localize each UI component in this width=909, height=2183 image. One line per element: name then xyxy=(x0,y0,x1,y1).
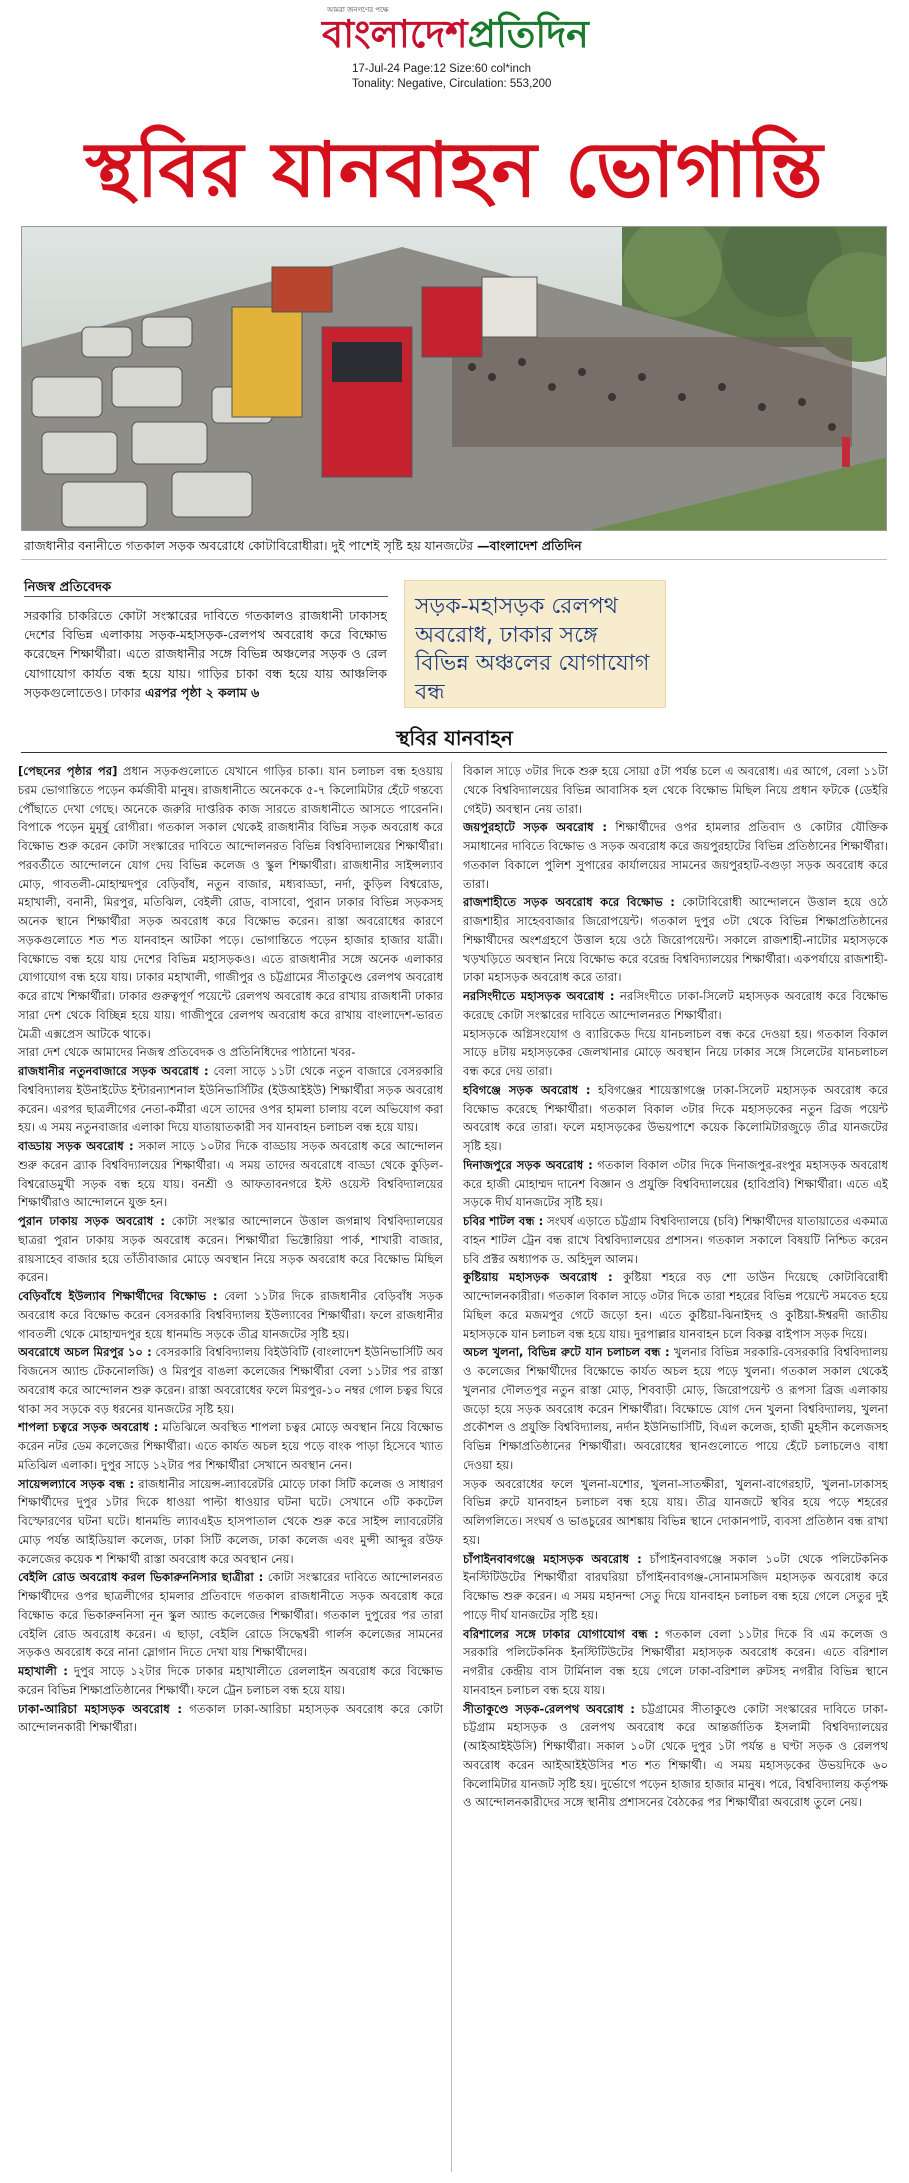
article-paragraph xyxy=(18,1212,443,1287)
paragraph-text: সংঘর্ষ এড়াতে চট্টগ্রাম বিশ্ববিদ্যালয়ে (চবি) শিক্ষার্থীদের যাতায়াতের একমাত্র বাহন শাটল ট্রেন বন্ধ রাখে বিশ্ববিদ্যালয়ের প্রশাসন। গতকাল সকালে বিষয়টি নিশ্চিত করেন চবি প্রক্টর অধ্যাপক ড. অহিদুল আলম। xyxy=(463,1214,888,1266)
paragraph-subheading: হবিগঞ্জে সড়ক অবরোধ : xyxy=(463,1082,591,1097)
article-paragraph xyxy=(18,1062,443,1137)
paragraph-text: চট্টগ্রামের সীতাকুণ্ডে কোটা সংস্কারের দাবিতে ঢাকা-চট্টগ্রাম মহাসড়ক ও রেলপথ অবরোধ করে আন্তর্জাতিক ইসলামী বিশ্ববিদ্যালয়ের (আইআইইউসি) শিক্ষার্থীরা। সকাল ১০টা থেকে দুপুর ১টা পর্যন্ত ৪ ঘণ্টা সড়ক ও রেলপথ অবরোধ করেন আইআইইউসির শত শত শিক্ষার্থী। এ সময় মহাসড়কের উভয়দিকে ৬০ কিলোমিটার যানজট সৃষ্টি হয়। দুর্ভোগে পড়েন হাজার হাজার মানুষ। পরে, বিশ্ববিদ্যালয় কর্তৃপক্ষ ও আন্দোলনকারীদের সঙ্গে স্থানীয় প্রশাসনের বৈঠকের পর শিক্ষার্থীরা অবরোধ তুলে নেয়। xyxy=(463,1701,888,1810)
clipping-metadata xyxy=(352,62,551,92)
article-paragraph xyxy=(18,1137,443,1212)
paragraph-text: চাঁপাইনবাবগঞ্জে সকাল ১০টা থেকে পলিটেকনিক ইনস্টিটিউটের শিক্ষার্থীরা বারঘরিয়া চাঁপাইনবাবগঞ্জ-সোনামসজিদ মহাসড়ক অবরোধ করে বিক্ষোভ শুরু করেন। এ সময় মহানন্দা সেতু দিয়ে যানবাহন চলাচল বন্ধ হয়ে গেলে সেতুর দুই পাড়ে দীর্ঘ যানজটের সৃষ্টি হয়। xyxy=(463,1551,888,1622)
paragraph-subheading: সীতাকুণ্ডে সড়ক-রেলপথ অবরোধ : xyxy=(463,1701,635,1716)
article-paragraph xyxy=(463,1700,888,1813)
photo-caption-text: রাজধানীর বনানীতে গতকাল সড়ক অবরোধে কোটাবিরোধীরা। দুই পাশেই সৃষ্টি হয় যানজটের xyxy=(24,538,473,553)
paragraph-text: কোটাবিরোধী আন্দোলনে উত্তাল হয়ে ওঠে রাজশাহীর সাহেববাজার জিরোপয়েন্ট। গতকাল দুপুর ৩টা থেকে বিভিন্ন শিক্ষাপ্রতিষ্ঠানের শিক্ষার্থীদের অংশগ্রহণে উত্তাল হয়ে ওঠে জিরোপয়েন্ট। সকালে রাজশাহী-নাটোর মহাসড়কে খড়খড়িতে অবস্থান নিয়ে বিক্ষোভ করে বরেন্দ্র বিশ্ববিদ্যালয়ের শিক্ষার্থীরা। একপর্যায়ে রাজশাহী-ঢাকা মহাসড়ক অবরোধ করে তারা। xyxy=(463,895,888,985)
paragraph-subheading: ঢাকা-আরিচা মহাসড়ক অবরোধ : xyxy=(18,1701,182,1716)
continued-on-page: এরপর পৃষ্ঠা ২ কলাম ৬ xyxy=(144,684,260,700)
article-paragraph xyxy=(463,1268,888,1343)
paragraph-text: গতকাল ঢাকা-আরিচা মহাসড়ক অবরোধ করে কোটা আন্দোলনকারী শিক্ষার্থীরা। xyxy=(18,1701,443,1735)
paragraph-subheading: [পেছনের পৃষ্ঠার পর] xyxy=(18,764,118,778)
paragraph-text: সকাল সাড়ে ১০টার দিকে বাড্ডায় সড়ক অবরোধ করে আন্দোলন শুরু করেন ব্র্যাক বিশ্ববিদ্যালয়ের শিক্ষার্থীরা। এ সময় তাদের অবরোধে বাড্ডা থেকে কুড়িল-বিশ্বরোডমুখী সড়ক বন্ধ হয়ে যায়। বনশ্রী ও আফতাবনগরে ইস্ট ওয়েস্ট বিশ্ববিদ্যালয়ের শিক্ষার্থীরাও আন্দোলনে যুক্ত হন। xyxy=(18,1139,443,1210)
article-paragraph xyxy=(463,1343,888,1474)
paragraph-text: মতিঝিলে অবস্থিত শাপলা চত্বর মোড়ে অবস্থান নিয়ে বিক্ষোভ করেন নটর ডেম কলেজের শিক্ষার্থীরা। এতে কার্যত অচল হয়ে পড়ে বাংক পাড়া হিসেবে খ্যাত মতিঝিল এলাকা। দুপুর সাড়ে ১২টার পর শিক্ষার্থীরা সেখানে অবস্থান নেন। xyxy=(18,1420,443,1472)
intro-text: সরকারি চাকরিতে কোটা সংস্কারের দাবিতে গতকালও রাজধানী ঢাকাসহ দেশের বিভিন্ন এলাকায় সড়ক-মহাসড়ক-রেলপথ অবরোধ করে বিক্ষোভ করেছেন শিক্ষার্থীরা। এতে রাজধানীর সঙ্গে বিভিন্ন অঞ্চলের সড়ক ও রেল যোগাযোগ কার্যত বন্ধ হয়ে যায়। গাড়ির চাকা বন্ধ হয়ে যায় আঞ্চলিক সড়কগুলোতেও। ঢাকার xyxy=(24,608,387,700)
paragraph-text: বেলা ১১টার দিকে রাজধানীর বেড়িবাঁধ সড়ক অবরোধ করে বিক্ষোভ করেন বেসরকারি বিশ্ববিদ্যালয় ইউল্যাবের শিক্ষার্থীরা। ফলে রাজধানীর গাবতলী থেকে মোহাম্মদপুর হয়ে ধানমন্ডি সড়কে তীব্র যানজটের সৃষ্টি হয়। xyxy=(18,1289,443,1341)
paragraph-subheading: চাঁপাইনবাবগঞ্জে মহাসড়ক অবরোধ : xyxy=(463,1551,642,1566)
continuation-title: স্থবির যানবাহন xyxy=(396,726,513,750)
logo-part-1: বাংলাদেশ xyxy=(322,12,468,56)
continuation-divider xyxy=(21,752,887,753)
paragraph-text: কুষ্টিয়া শহরে বড় শো ডাউন দিয়েছে কোটাবিরোধী আন্দোলনকারীরা। গতকাল বিকাল সাড়ে ৩টার দিকে তারা শহরের বিভিন্ন পয়েন্টে সমবেত হয়ে মিছিল করে মজমপুর গেটে জড়ো হন। এতে কুষ্টিয়া-ঝিনাইদহ ও কুষ্টিয়া-ঈশ্বরদী জাতীয় মহাসড়কে যান চলাচল বন্ধ হয়ে যায়। দুরপাল্লার যানবাহন চলে বিকল্প বাইপাস সড়ক দিয়ে। xyxy=(463,1270,888,1341)
headline: স্থবির যানবাহন ভোগান্তি xyxy=(85,125,824,214)
caption-divider xyxy=(21,559,887,560)
left-column xyxy=(18,762,443,2172)
paragraph-text: হবিগঞ্জের শায়েস্তাগঞ্জে ঢাকা-সিলেট মহাসড়ক অবরোধ করে বিক্ষোভ করেছে শিক্ষার্থীরা। গতকাল বিকাল ৩টার দিকে মহাসড়কের নতুন ব্রিজ পয়েন্ট অবরোধ করে তারা। ফলে মহাসড়কের উভয়পাশে কয়েক কিলোমিটারজুড়ে তীব্র যানজটের সৃষ্টি হয়। xyxy=(463,1082,888,1153)
paragraph-text: কোটা সংস্কারের দাবিতে আন্দোলনরত শিক্ষার্থীদের ওপর ছাত্রলীগের হামলার প্রতিবাদে গতকাল রাজধানীতে সড়ক অবরোধ করে বিক্ষোভ করে ভিকারুননিসা নূন স্কুল অ্যান্ড কলেজের শিক্ষার্থীরা। গতকাল দুপুরের পর তারা বেইলি রোড অবরোধ করেন। এ ছাড়া, বেইলি রোডে সিদ্ধেশ্বরী গার্লস কলেজের সামনের সড়কও অবরোধ করে নানা স্লোগান দিতে দেখা যায় শিক্ষার্থীদের। xyxy=(18,1570,443,1660)
highlight-box xyxy=(404,580,666,708)
highlight-text: সড়ক-মহাসড়ক রেলপথ অবরোধ, ঢাকার সঙ্গে বিভিন্ন অঞ্চলের যোগাযোগ বন্ধ xyxy=(415,594,650,705)
article-paragraph xyxy=(18,1287,443,1343)
article-paragraph xyxy=(18,1343,443,1418)
article-paragraph xyxy=(463,1025,888,1081)
article-paragraph xyxy=(18,762,443,1043)
article-paragraph xyxy=(463,1081,888,1156)
paragraph-text: রাজধানীর সায়েন্স-ল্যাবরেটরি মোড়ে ঢাকা সিটি কলেজ ও সাধারণ শিক্ষার্থীদের দুপুর ১টার দিকে ধাওয়া পাল্টা ধাওয়ার ঘটনা ঘটে। সেখানে ৩টি ককটেল বিস্ফোরণের ঘটনা ঘটে। ধানমন্ডি ল্যাবএইড হাসপাতাল থেকে শুরু করে সাইন্স ল্যাবরেটরি মোড় পর্যন্ত আইডিয়াল কলেজ, ঢাকা সিটি কলেজ, ঢাকা কলেজ এবং মুন্সী আব্দুর রউফ কলেজের কয়েক শ শিক্ষার্থী রাস্তা অবরোধ করে অবস্থান নেয়। xyxy=(18,1476,443,1566)
traffic-jam-photo xyxy=(22,227,887,531)
paragraph-text: মহাসড়কে অগ্নিসংযোগ ও ব্যারিকেড দিয়ে যানচলাচল বন্ধ করে দেওয়া হয়। গতকাল বিকাল সাড়ে ৪টায় মহাসড়কের জেলখানার মোড়ে অবস্থান নিয়ে ঢাকার সঙ্গে সিলেটের যানচলাচল বন্ধ করে দেয় তারা। xyxy=(463,1026,888,1078)
article-paragraph xyxy=(18,1568,443,1662)
right-column xyxy=(463,762,888,2172)
article-paragraph xyxy=(463,1625,888,1700)
paragraph-subheading: কুষ্টিয়ায় মহাসড়ক অবরোধ : xyxy=(463,1270,613,1285)
article-paragraph xyxy=(463,1475,888,1550)
intro-paragraph xyxy=(24,606,387,702)
logo-part-2: প্রতিদিন xyxy=(467,12,589,56)
clipping-date-size: 17-Jul-24 Page:12 Size:60 col*inch xyxy=(352,63,532,75)
paragraph-subheading: পুরান ঢাকায় সড়ক অবরোধ : xyxy=(18,1214,165,1228)
paragraph-text: বেসরকারি বিশ্ববিদ্যালয় বিইউবিটি (বাংলাদেশ ইউনিভার্সিটি অব বিজনেস অ্যান্ড টেকনোলজি) ও মিরপুর বাঙলা কলেজের শিক্ষার্থীরা বেলা ১১টার পর রাস্তা অবরোধ করে আন্দোলন শুরু করেন। রাস্তা অবরোধের ফলে মিরপুর-১০ নম্বর গোল চত্বর ঘিরে থাকা সব সড়কে বড় ধরনের যানজটের সৃষ্টি হয়। xyxy=(18,1345,443,1416)
paragraph-subheading: বরিশালের সঙ্গে ঢাকার যোগাযোগ বন্ধ : xyxy=(463,1626,659,1641)
news-photo xyxy=(21,226,887,531)
paragraph-subheading: জয়পুরহাটে সড়ক অবরোধ : xyxy=(463,820,608,835)
paragraph-text: বেলা সাড়ে ১১টা থেকে নতুন বাজারে বেসরকারি বিশ্ববিদ্যালয় ইউনাইটেড ইন্টারন্যাশনাল ইউনিভার্সিটির (ইউআইইউ) শিক্ষার্থীরা সড়ক অবরোধ করেন। এরপর ছাত্রলীগের নেতা-কর্মীরা এসে তাদের ওপর হামলা চালায় বলে অভিযোগ করা হয়। এ সময় নতুনবাজার এলাকা দিয়ে যাতায়াতকারী সব যানবাহন চলাচল বন্ধ হয়ে যায়। xyxy=(18,1064,443,1135)
paragraph-subheading: চবির শাটল বন্ধ : xyxy=(463,1214,544,1228)
article-paragraph xyxy=(463,987,888,1025)
paragraph-text: শিক্ষার্থীদের ওপর হামলার প্রতিবাদ ও কোটার যৌক্তিক সমাধানের দাবিতে বিক্ষোভ ও সড়ক অবরোধ করে জয়পুরহাটের বিভিন্ন প্রতিষ্ঠানের শিক্ষার্থীরা। গতকাল বিকালে পুলিশ সুপারের কার্যালয়ের সামনের জয়পুরহাট-বগুড়া সড়ক অবরোধ করে তারা। xyxy=(463,820,888,891)
paragraph-subheading: মহাখালী : xyxy=(18,1664,68,1678)
byline-divider xyxy=(24,596,388,597)
masthead-tagline: আমরা জনগণের পক্ষে xyxy=(327,6,389,14)
paragraph-subheading: বাড্ডায় সড়ক অবরোধ : xyxy=(18,1139,134,1153)
paragraph-subheading: অচল খুলনা, বিভিন্ন রুটে যান চলাচল বন্ধ : xyxy=(463,1345,670,1360)
paragraph-text: খুলনার বিভিন্ন সরকারি-বেসরকারি বিশ্ববিদ্যালয় ও কলেজের শিক্ষার্থীদের বিক্ষোভে কার্যত অচল হয়ে পড়ে খুলনা। গতকাল সকাল থেকেই খুলনার দৌলতপুর নতুন রাস্তা মোড়, শিববাড়ী মোড়, জিরোপয়েন্ট ও রূপসা ব্রিজ এলাকায় জড়ো হয়ে সড়ক অবরোধ করেন শিক্ষার্থীরা। বিক্ষোভে যোগ দেন খুলনা বিশ্ববিদ্যালয়, খুলনা প্রকৌশল ও প্রযুক্তি বিশ্ববিদ্যালয়, নর্দান ইউনিভার্সিটি, বিএল কলেজ, হাজী মুহসীন কলেজসহ বিভিন্ন শিক্ষাপ্রতিষ্ঠানের শিক্ষার্থীরা। অবরোধের স্থানগুলোতে পায়ে হেঁটে চলাচলেও বাধা দেওয়া হয়। xyxy=(463,1345,888,1472)
article-paragraph xyxy=(18,1475,443,1569)
article-paragraph xyxy=(463,818,888,893)
byline: নিজস্ব প্রতিবেদক xyxy=(24,580,112,595)
photo-credit: —বাংলাদেশ প্রতিদিন xyxy=(476,538,582,553)
paragraph-text: নরসিংদীতে ঢাকা-সিলেট মহাসড়ক অবরোধ করে বিক্ষোভ করেছে কোটা সংস্কারের দাবিতে আন্দোলনরত শিক্ষার্থীরা। xyxy=(463,989,888,1022)
article-paragraph xyxy=(18,1700,443,1738)
photo-caption xyxy=(24,538,886,558)
article-paragraph xyxy=(18,1418,443,1474)
clipping-tonality: Tonality: Negative, Circulation: 553,200 xyxy=(352,78,552,90)
paragraph-text: প্রধান সড়কগুলোতে যেখানে গাড়ির চাকা। যান চলাচল বন্ধ হওয়ায় চরম ভোগান্তিতে পড়েন কর্মজীবী মানুষ। রাজধানীতে অনেককে ৫-৭ কিলোমিটার হেঁটে গন্তব্যে পৌঁছাতে দেখা গেছে। অনেকে জরুরি দাপ্তরিক কাজ সারতে রাজধানীতে আসতে পারেননি। বিপাকে পড়েন মুমূর্ষু রোগীরা। গতকাল সকাল থেকেই রাজধানীর বিভিন্ন সড়ক অবরোধ করে বিক্ষোভ শুরু করেন কোটা সংস্কারের দাবিতে আন্দোলনরত বিভিন্ন বিশ্ববিদ্যালয়ের শিক্ষার্থীরা। পরবর্তীতে আন্দোলনে যোগ দেয় বিভিন্ন কলেজ ও স্কুল শিক্ষার্থীরা। রাজধানীর সাইন্সল্যাব মোড়, গাবতলী-মোহাম্মদপুর বেড়িবাঁধ, নতুন বাজার, মধ্যবাড্ডা, নর্দা, কুড়িল বিশ্বরোড, মহাখালী, বনানী, মিরপুর, মতিঝিল, বেইলী রোড, বাসাবো, পুরান ঢাকার বিভিন্ন সড়কসহ অনেক স্থানে শিক্ষার্থীরা সড়ক অবরোধ করে বিক্ষোভ করেন। রাস্তা অবরোধের কারণে সড়কগুলোতে শত শত যানবাহন আটকা পড়ে। ভোগান্তিতে পড়েন হাজার হাজার যাত্রী। বিক্ষোভে বন্ধ হয়ে যায় দেশের বিভিন্ন মহাসড়কও। এতে রাজধানীর সঙ্গে অনেক এলাকার যোগাযোগ বন্ধ হয়ে যায়। ঢাকার মহাখালী, গাজীপুর ও চট্টগ্রামের সীতাকুণ্ডে রেলপথ অবরোধ করে রাখে শিক্ষার্থীরা। ঢাকার গুরুত্বপূর্ণ পয়েন্টে রেলপথ অবরোধ করে রাখায় রাজধানী ঢাকার সারা দেশ থেকে বিচ্ছিন্ন হয়ে যায়। গাজীপুরে রেলপথ অবরোধ করে রাখায় বাংলাদেশ-ভারত মৈত্রী এক্সপ্রেস আটকে থাকে। xyxy=(18,764,443,1041)
article-paragraph xyxy=(463,1156,888,1212)
masthead xyxy=(0,0,909,110)
paragraph-text: কোটা সংস্কার আন্দোলনে উত্তাল জগন্নাথ বিশ্ববিদ্যালয়ের ছাত্ররা পুরান ঢাকায় সড়ক অবরোধ করেন। শিক্ষার্থীরা ভিক্টোরিয়া পার্ক, শাখারী বাজার, রায়সাহেব বাজার হয়ে তাঁতীবাজার মোড়ে অবস্থান নিয়ে সড়ক অবরোধ করে বিক্ষোভ মিছিল করেন। xyxy=(18,1214,443,1285)
paragraph-subheading: রাজশাহীতে সড়ক অবরোধ করে বিক্ষোভ : xyxy=(463,895,675,910)
paragraph-subheading: বেড়িবাঁধে ইউল্যাব শিক্ষার্থীদের বিক্ষোভ : xyxy=(18,1289,218,1303)
article-paragraph xyxy=(18,1662,443,1700)
paragraph-text: গতকাল বিকাল ৩টার দিকে দিনাজপুর-রংপুর মহাসড়ক অবরোধ করে হাজী মোহাম্মদ দানেশ বিজ্ঞান ও প্রযুক্তি বিশ্ববিদ্যালয়ের (হাবিপ্রবি) শিক্ষার্থীরা। এতে এই সড়কে দীর্ঘ যানজটের সৃষ্টি হয়। xyxy=(463,1157,888,1210)
paragraph-text: সারা দেশ থেকে আমাদের নিজস্ব প্রতিবেদক ও প্রতিনিধিদের পাঠানো খবর- xyxy=(18,1045,356,1060)
paragraph-subheading: বেইলি রোড অবরোধ করল ভিকারুননিসার ছাত্রীরা : xyxy=(18,1570,264,1585)
article-paragraph xyxy=(463,893,888,987)
article-paragraph xyxy=(463,1212,888,1268)
article-paragraph xyxy=(18,1043,443,1062)
paragraph-subheading: সায়েন্সল্যাবে সড়ক বন্ধ : xyxy=(18,1476,135,1491)
article-paragraph xyxy=(463,1550,888,1625)
paragraph-subheading: রাজধানীর নতুনবাজারে সড়ক অবরোধ : xyxy=(18,1064,209,1078)
paragraph-subheading: শাপলা চত্বরে সড়ক অবরোধ : xyxy=(18,1420,159,1435)
paragraph-text: সড়ক অবরোধের ফলে খুলনা-যশোর, খুলনা-সাতক্ষীরা, খুলনা-বাগেরহাট, খুলনা-ঢাকাসহ বিভিন্ন রুটে যানবাহন চলাচল বন্ধ হয়ে যায়। তীব্র যানজটে স্থবির হয়ে পড়ে শহরের অলিগলিতে। সংঘর্ষ ও ভাঙচুরের আশঙ্কায় বিভিন্ন স্থানে দোকানপাট, ব্যবসা প্রতিষ্ঠান বন্ধ রাখা হয়। xyxy=(463,1476,888,1547)
paragraph-subheading: দিনাজপুরে সড়ক অবরোধ : xyxy=(463,1157,593,1172)
article-paragraph xyxy=(463,762,888,818)
paragraph-text: বিকাল সাড়ে ৩টার দিকে শুরু হয়ে সোয়া ৫টা পর্যন্ত চলে এ অবরোধ। এর আগে, বেলা ১১টা থেকে বিশ্ববিদ্যালয়ের বিভিন্ন আবাসিক হল থেকে বিক্ষোভ মিছিল নিয়ে প্রধান ফটকে (ডেইরি গেইট) অবস্থান নেয় তারা। xyxy=(463,764,888,816)
paragraph-text: দুপুর সাড়ে ১২টার দিকে ঢাকার মহাখালীতে রেললাইন অবরোধ করে বিক্ষোভ করেন বিভিন্ন শিক্ষাপ্রতিষ্ঠানের শিক্ষার্থী। ফলে ট্রেন চলাচল বন্ধ হয়ে যায়। xyxy=(18,1664,443,1697)
column-divider xyxy=(451,762,452,2172)
paragraph-subheading: নরসিংদীতে মহাসড়ক অবরোধ : xyxy=(463,989,615,1003)
paragraph-text: গতকাল বেলা ১১টার দিকে বি এম কলেজ ও সরকারি পলিটেকনিক ইনস্টিটিউটের শিক্ষার্থীরা মহাসড়ক অবরোধ করেন। এতে বরিশাল নগরীর কেন্দ্রীয় বাস টার্মিনাল বন্ধ হয়ে গেলে ঢাকা-বরিশাল রুটসহ নগরীর বিভিন্ন স্থানে যানবাহন চলাচল বন্ধ হয়ে যায়। xyxy=(463,1626,888,1697)
newspaper-logo xyxy=(322,12,589,56)
paragraph-subheading: অবরোধে অচল মিরপুর ১০ : xyxy=(18,1345,152,1360)
